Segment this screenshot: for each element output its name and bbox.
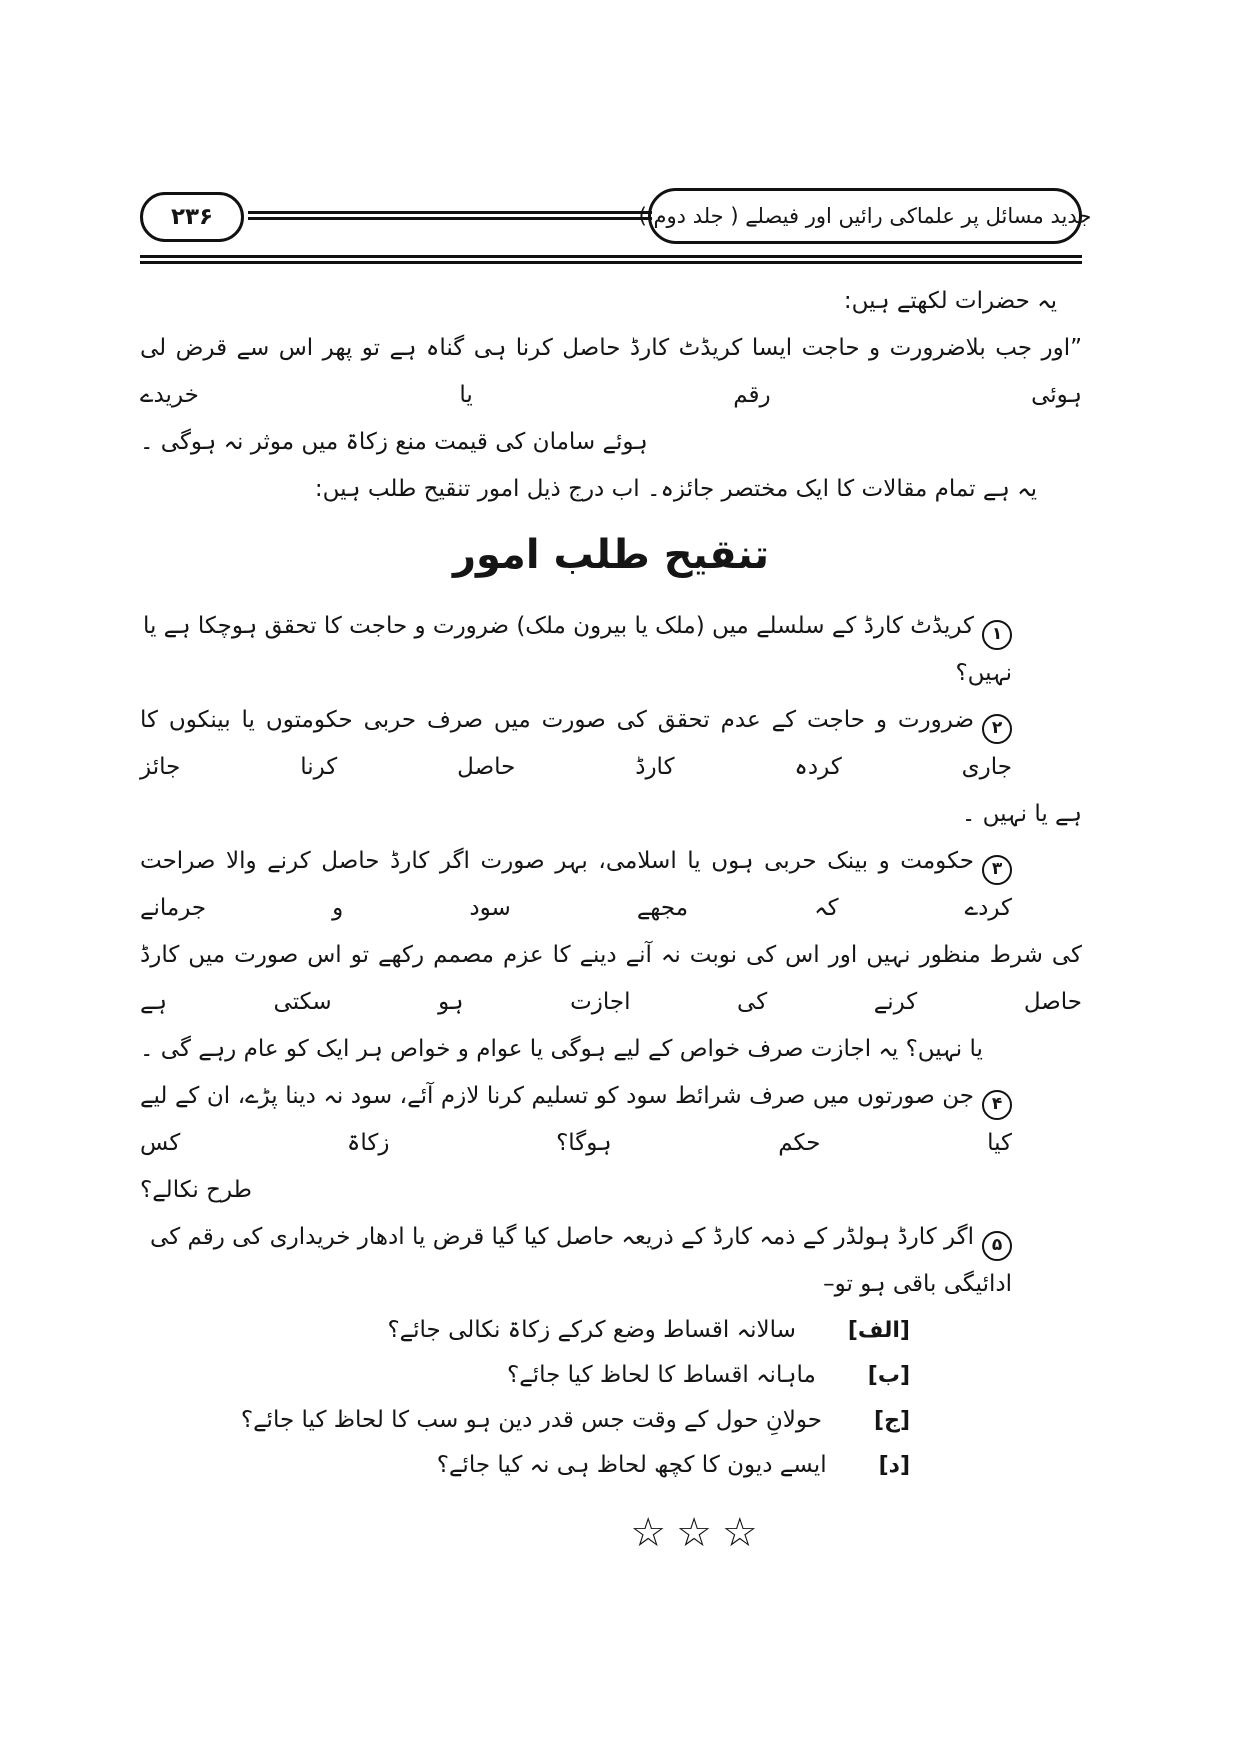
sub-item-be — [140, 1353, 1082, 1398]
sub-item-text: سالانہ اقساط وضع کرکے زکاۃ نکالی جائے؟ — [387, 1317, 796, 1343]
page-body — [140, 278, 1082, 1563]
item-line — [140, 603, 1082, 697]
page-header — [140, 188, 1092, 246]
item-line — [140, 838, 1082, 932]
sub-item-label: [د] — [878, 1453, 910, 1478]
item-line: طرح نکالے؟ — [140, 1177, 252, 1203]
item-number-circle: ۲ — [982, 714, 1012, 744]
numbered-item-2 — [140, 697, 1082, 838]
sub-item-alif — [140, 1308, 1082, 1353]
sub-item-text: ماہانہ اقساط کا لحاظ کیا جائے؟ — [507, 1362, 816, 1388]
item-text: حکومت و بینک حربی ہوں یا اسلامی، بہر صورت اگر کارڈ حاصل کرنے والا صراحت کردے کہ مجھے سود و جرمانے — [140, 848, 1012, 921]
item-line: کی شرط منظور نہیں اور اس کی نوبت نہ آنے دینے کا عزم مصمم رکھے تو اس صورت میں کارڈ حاصل کرنے کی اجازت ہو سکتی ہے — [140, 942, 1082, 1015]
item-number-circle: ۱ — [982, 620, 1012, 650]
intro-line-2: یہ ہے تمام مقالات کا ایک مختصر جائزہ۔ اب درج ذیل امور تنقیح طلب ہیں: — [314, 476, 1037, 502]
item-line: یا نہیں؟ یہ اجازت صرف خواص کے لیے ہوگی یا عوام و خواص ہر ایک کو عام رہے گی ۔ — [140, 1036, 983, 1062]
numbered-item-1 — [140, 603, 1082, 697]
page-number-badge — [140, 192, 244, 242]
sub-item-label: [ج] — [874, 1408, 910, 1433]
quote-line-2: ہوئے سامان کی قیمت منع زکاۃ میں موثر نہ ہوگی ۔ — [140, 429, 648, 455]
section-end-decoration — [140, 1510, 1082, 1563]
intro-line: یہ حضرات لکھتے ہیں: — [843, 288, 1057, 314]
item-text: جن صورتوں میں صرف شرائط سود کو تسلیم کرنا لازم آئے، سود نہ دینا پڑے، ان کے لیے کیا حکم ہوگا؟ زکاۃ کس — [140, 1083, 1012, 1156]
sub-item-text: ایسے دیون کا کچھ لحاظ ہی نہ کیا جائے؟ — [436, 1452, 827, 1478]
sub-item-label: [ب] — [867, 1363, 910, 1388]
header-connector-rule — [248, 211, 652, 220]
item-number-circle: ۵ — [982, 1231, 1012, 1261]
sub-item-label: [الف] — [847, 1318, 910, 1343]
volume-title-badge — [638, 188, 1092, 244]
page-number: ۲۳۶ — [170, 204, 214, 230]
item-number-circle: ۳ — [982, 855, 1012, 885]
section-heading: تنقیح طلب امور — [452, 532, 770, 578]
item-text: کریڈٹ کارڈ کے سلسلے میں (ملک یا بیرون ملک) ضرورت و حاجت کا تحقق ہوچکا ہے یا نہیں؟ — [142, 613, 1012, 686]
sub-item-jeem — [140, 1398, 1082, 1443]
item-line — [140, 1073, 1082, 1167]
sub-item-text: حولانِ حول کے وقت جس قدر دین ہو سب کا لحاظ کیا جائے؟ — [240, 1407, 823, 1433]
item-number-circle: ۴ — [982, 1090, 1012, 1120]
quote-line-1: ”اور جب بلاضرورت و حاجت ایسا کریڈٹ کارڈ حاصل کرنا ہی گناہ ہے تو پھر اس سے قرض لی ہوئی رقم یا خریدے — [140, 335, 1082, 408]
star-icons: ☆☆☆ — [630, 1510, 768, 1556]
item-line: ہے یا نہیں ۔ — [961, 801, 1082, 827]
header-double-rule — [140, 255, 1082, 264]
item-line — [140, 697, 1082, 791]
numbered-item-3 — [140, 838, 1082, 1073]
numbered-item-5 — [140, 1214, 1082, 1308]
numbered-item-4 — [140, 1073, 1082, 1214]
sub-item-daal — [140, 1443, 1082, 1488]
item-text: ضرورت و حاجت کے عدم تحقق کی صورت میں صرف حربی حکومتوں یا بینکوں کا جاری کردہ کارڈ حاصل کرنا جائز — [140, 707, 1012, 780]
item-line — [140, 1214, 1082, 1308]
item-text: اگر کارڈ ہولڈر کے ذمہ کارڈ کے ذریعہ حاصل کیا گیا قرض یا ادھار خریداری کی رقم کی ادائیگی باقی ہو تو– — [150, 1224, 1012, 1297]
volume-title: جدید مسائل پر علماکی رائیں اور فیصلے ( جلد دوم ) — [638, 204, 1092, 228]
